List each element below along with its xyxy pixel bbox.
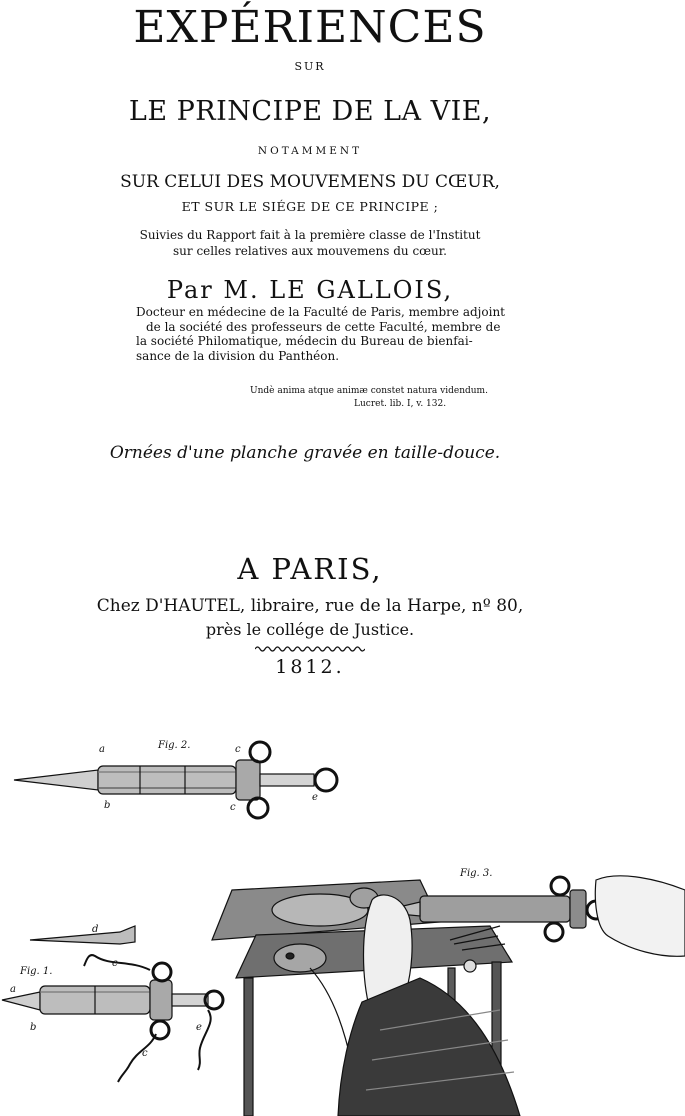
letter-c-fig2-top: c: [235, 744, 241, 755]
fig1-syringe: [2, 924, 223, 1082]
fig3-experiment-scene: [212, 868, 685, 1116]
letter-c-fig2-bottom: c: [230, 802, 236, 813]
credential-line: de la société des professeurs de cette Faculté, membre de: [146, 319, 501, 334]
epigraph-source: Lucret. lib. I, v. 132.: [354, 399, 447, 409]
letter-e-fig1: e: [196, 1022, 202, 1033]
main-title: EXPÉRIENCES: [133, 2, 487, 53]
letter-b-fig2: b: [104, 800, 111, 811]
letter-a-fig2: a: [99, 744, 105, 755]
publisher-line-1: Chez D'HAUTEL, libraire, rue de la Harpe, nº 80,: [96, 596, 524, 616]
letter-a-fig1: a: [10, 984, 16, 995]
sur-line: SUR: [294, 60, 326, 73]
plate-note: Ornées d'une planche gravée en taille-douce.: [109, 443, 501, 463]
credential-line: Docteur en médecine de la Faculté de Paris, membre adjoint: [136, 305, 505, 319]
fig3-label: Fig. 3.: [460, 868, 493, 879]
rapport-line-2: sur celles relatives aux mouvemens du cœur.: [173, 244, 447, 258]
letter-c-fig1-bottom: c: [142, 1048, 148, 1059]
coeur-line: SUR CELUI DES MOUVEMENS DU CŒUR,: [120, 172, 500, 192]
fig1-label: Fig. 1.: [20, 966, 53, 977]
engraving-plate: [0, 730, 685, 1116]
notamment-line: NOTAMMENT: [257, 145, 363, 157]
fig2-label: Fig. 2.: [158, 740, 191, 751]
subtitle: LE PRINCIPE DE LA VIE,: [128, 96, 492, 127]
epigraph-text: Undè anima atque animæ constet natura videndum.: [250, 386, 488, 396]
letter-e-fig2: e: [312, 792, 318, 803]
fig2-syringe: [14, 740, 337, 818]
epigraph: [250, 385, 488, 411]
letter-c-fig1-top: c: [112, 958, 118, 969]
author-line: Par M. LE GALLOIS,: [166, 276, 454, 304]
publisher-line-2: près le collége de Justice.: [205, 620, 415, 639]
letter-b-fig1: b: [30, 1022, 37, 1033]
rapport-line-1: Suivies du Rapport fait à la première classe de l'Institut: [139, 228, 481, 242]
credential-line: sance de la division du Panthéon.: [136, 348, 340, 363]
publication-year: 1812.: [275, 656, 345, 678]
siege-line: ET SUR LE SIÉGE DE CE PRINCIPE ;: [181, 199, 439, 214]
wavy-rule-ornament: [255, 645, 365, 653]
letter-d: d: [92, 924, 99, 935]
author-credentials: [136, 305, 505, 363]
credential-line: la société Philomatique, médecin du Bureau de bienfai-: [136, 334, 473, 348]
city-line: A PARIS,: [237, 552, 383, 586]
